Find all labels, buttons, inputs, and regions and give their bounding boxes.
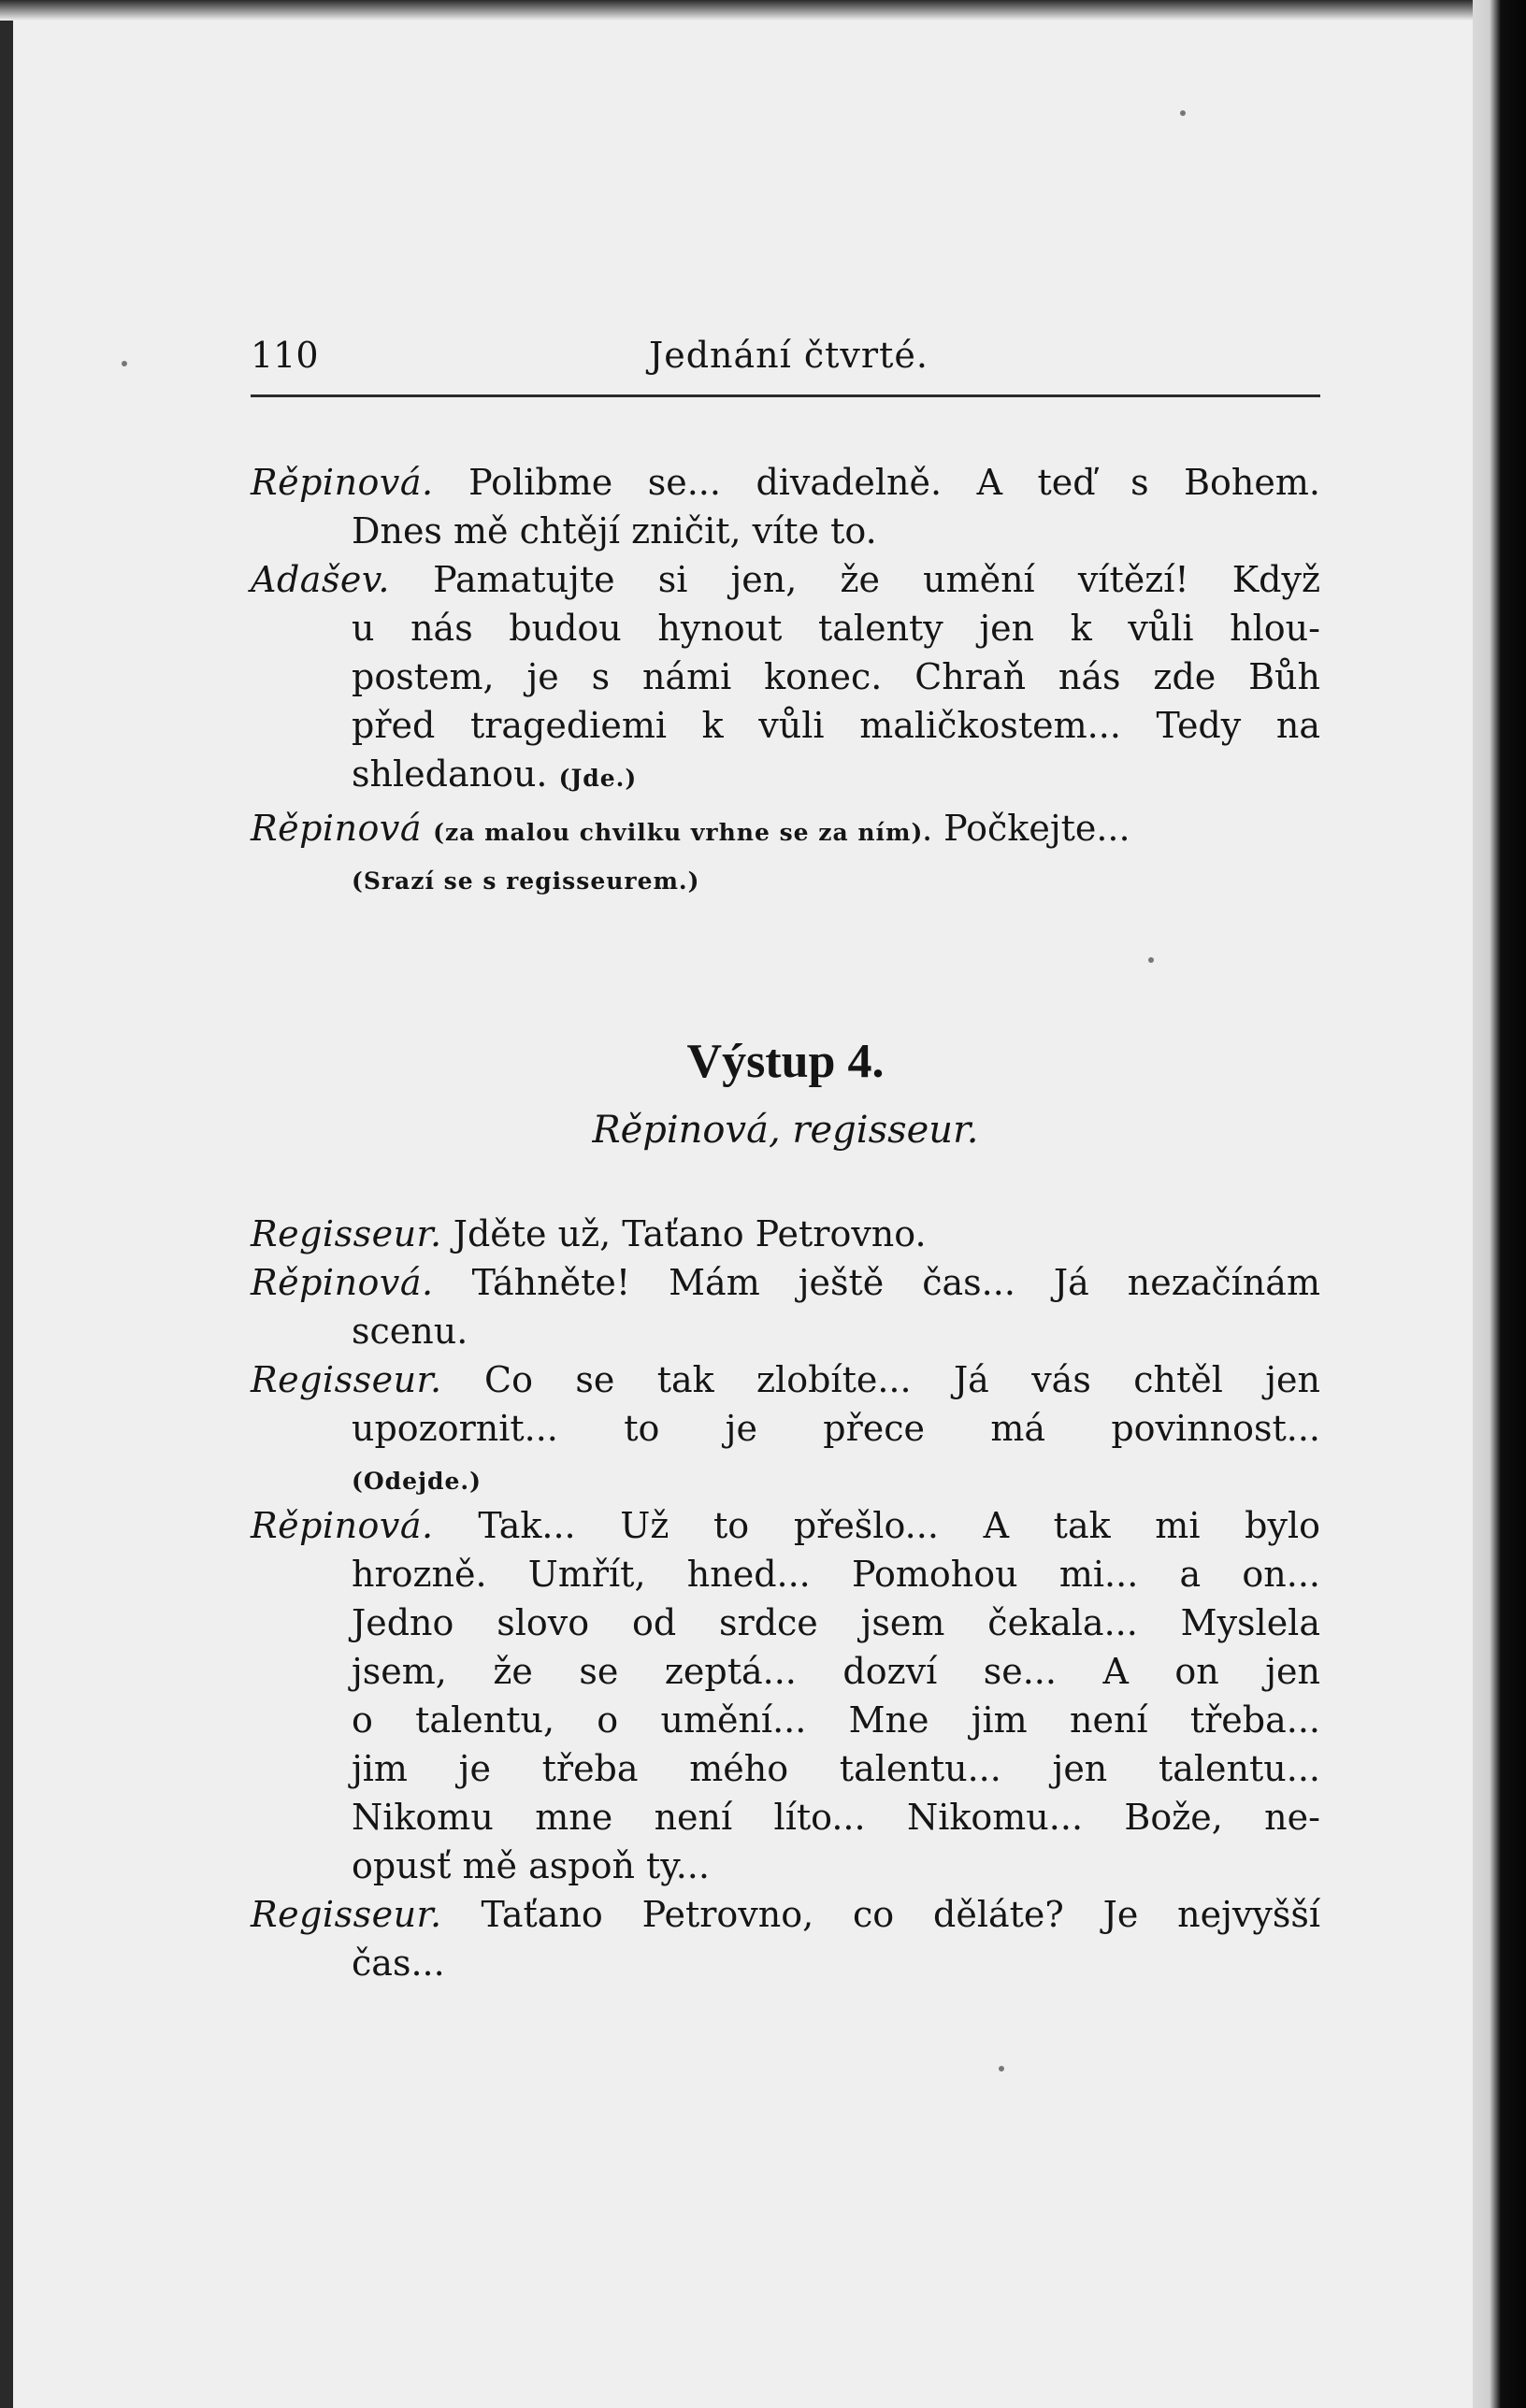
page-top-shadow <box>0 0 1473 21</box>
line-text: u nás budou hynout talenty jen k vůli hlou- <box>352 608 1320 649</box>
line-text: jim je třeba mého talentu... jen talentu... <box>352 1748 1320 1789</box>
dialogue-line <box>251 458 1320 507</box>
speaker-name: Regisseur. <box>251 1894 442 1935</box>
speaker-name: Regisseur. <box>251 1213 442 1254</box>
dialogue-line <box>251 1890 1320 1939</box>
line-text: Co se tak zlobíte... Já vás chtěl jen <box>484 1359 1320 1400</box>
line-text: upozornit... to je přece má povinnost... <box>352 1408 1320 1449</box>
dialogue-line <box>251 507 1320 555</box>
line-text: čas... <box>352 1942 445 1984</box>
dialogue-line <box>251 701 1320 750</box>
line-text: shledanou. <box>352 753 548 795</box>
dialogue-line <box>251 750 1320 798</box>
line-text: Polibme se... divadelně. A teď s Bohem. <box>468 462 1320 503</box>
dialogue-section-scene <box>251 1210 1320 1987</box>
line-text: postem, je s námi konec. Chraň nás zde Bůh <box>352 656 1320 697</box>
line-text: Jděte už, Taťano Petrovno. <box>453 1213 927 1254</box>
dialogue-line <box>251 1355 1320 1404</box>
running-title: Jednání čtvrté. <box>649 335 929 376</box>
header-rule <box>251 394 1320 397</box>
dialogue-line <box>251 1598 1320 1647</box>
line-text: před tragediemi k vůli maličkostem... Tedy na <box>352 705 1320 746</box>
speaker-name: Rěpinová. <box>251 1505 434 1546</box>
scan-speck <box>1148 957 1154 963</box>
scan-speck <box>1180 110 1186 116</box>
line-text: Dnes mě chtějí zničit, víte to. <box>352 510 877 552</box>
dialogue-line <box>251 555 1320 604</box>
dialogue-line <box>251 1842 1320 1890</box>
line-text: hrozně. Umřít, hned... Pomohou mi... a on... <box>352 1554 1320 1595</box>
dialogue-line <box>251 652 1320 701</box>
page-header <box>251 335 1320 383</box>
line-text: Tak... Už to přešlo... A tak mi bylo <box>478 1505 1320 1546</box>
stage-direction: (Odejde.) <box>352 1468 482 1495</box>
speaker-name: Adašev. <box>251 559 390 600</box>
line-text: Nikomu mne není líto... Nikomu... Bože, ne- <box>352 1797 1320 1838</box>
scan-speck <box>999 2066 1004 2071</box>
line-text: Taťano Petrovno, co děláte? Je nejvyšší <box>481 1894 1320 1935</box>
dialogue-line <box>251 1647 1320 1696</box>
page-right-edge <box>1473 0 1526 2408</box>
dialogue-line <box>251 1501 1320 1550</box>
dialogue-line <box>251 1793 1320 1842</box>
dialogue-line <box>251 804 1320 853</box>
dialogue-line <box>251 604 1320 652</box>
line-text: opusť mě aspoň ty... <box>352 1845 710 1886</box>
line-text: Pamatujte si jen, že umění vítězí! Když <box>433 559 1320 600</box>
speaker-name: Rěpinová <box>251 808 423 849</box>
line-text: o talentu, o umění... Mne jim není třeba... <box>352 1699 1320 1741</box>
dialogue-line <box>251 1696 1320 1744</box>
scan-speck <box>122 361 127 366</box>
dialogue-section-top <box>251 458 1320 901</box>
line-text: scenu. <box>352 1311 468 1352</box>
page-number: 110 <box>251 335 319 376</box>
line-text: Počkejte... <box>943 808 1130 849</box>
scene-persons: Rěpinová, regisseur. <box>592 1109 979 1152</box>
dialogue-line <box>251 1550 1320 1598</box>
dialogue-line <box>251 1939 1320 1987</box>
dialogue-line <box>251 1210 1320 1258</box>
speaker-name: Rěpinová. <box>251 1262 434 1303</box>
line-text: jsem, že se zeptá... dozví se... A on jen <box>352 1651 1320 1692</box>
dialogue-line <box>251 1258 1320 1307</box>
dialogue-line <box>251 853 1320 901</box>
scene-title: Výstup 4. <box>686 1035 885 1088</box>
line-text: Jedno slovo od srdce jsem čekala... Myslela <box>352 1602 1320 1643</box>
speaker-name: Regisseur. <box>251 1359 442 1400</box>
dialogue-line <box>251 1744 1320 1793</box>
dialogue-line <box>251 1307 1320 1355</box>
stage-direction: (za malou chvilku vrhne se za ním). <box>433 819 933 846</box>
line-text: Táhněte! Mám ještě čas... Já nezačínám <box>471 1262 1320 1303</box>
speaker-name: Rěpinová. <box>251 462 434 503</box>
dialogue-line <box>251 1404 1320 1453</box>
dialogue-line <box>251 1453 1320 1501</box>
stage-direction: (Jde.) <box>558 765 638 792</box>
stage-direction: (Srazí se s regisseurem.) <box>352 867 700 895</box>
